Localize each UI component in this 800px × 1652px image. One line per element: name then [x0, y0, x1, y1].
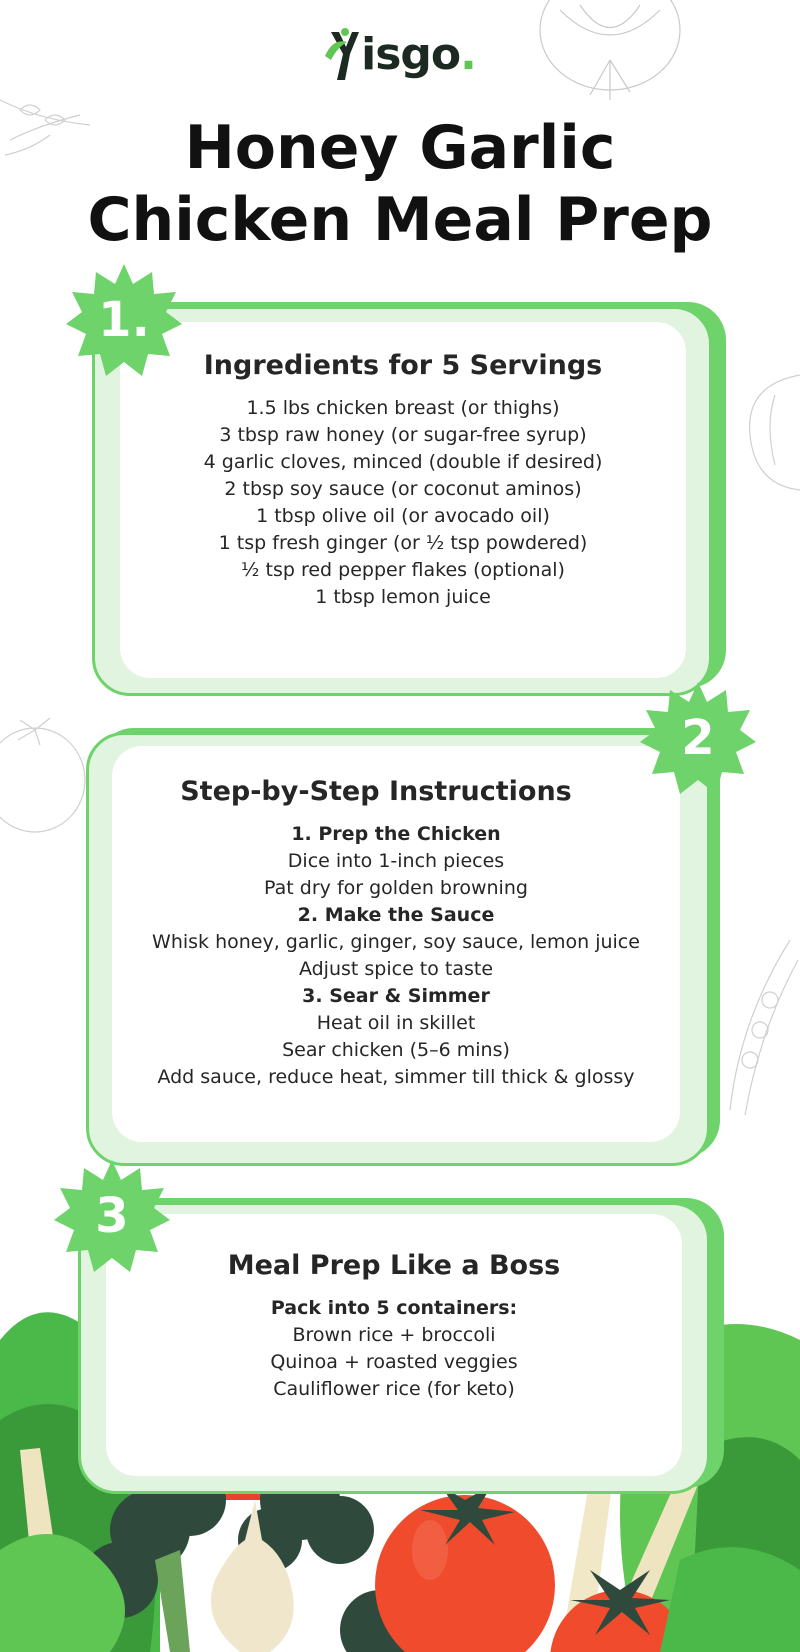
instructions-heading: Step-by-Step Instructions [180, 776, 572, 807]
page-title [0, 112, 800, 256]
step-line: Add sauce, reduce heat, simmer till thick & glossy [157, 1066, 635, 1088]
brand-name: isgo [361, 28, 461, 80]
ingredient-item: 1.5 lbs chicken breast (or thighs) [246, 397, 560, 419]
ingredients-content [120, 350, 686, 611]
meal-prep-heading: Meal Prep Like a Boss [227, 1250, 561, 1281]
step-badge-2 [640, 680, 756, 796]
ingredient-item: 1 tbsp lemon juice [315, 586, 491, 608]
ingredient-item: 1 tbsp olive oil (or avocado oil) [256, 505, 550, 527]
step-badge-number: 3 [95, 1188, 129, 1244]
step-line: Dice into 1-inch pieces [287, 850, 505, 872]
pepper-sketch-right [735, 365, 800, 495]
brand-logo [0, 22, 800, 86]
step-line: Sear chicken (5–6 mins) [282, 1039, 510, 1061]
step-badge-1 [66, 262, 182, 378]
ingredient-item: 3 tbsp raw honey (or sugar-free syrup) [219, 424, 587, 446]
step-title: 1. Prep the Chicken [291, 823, 501, 845]
pea-pod-sketch-right [720, 940, 800, 1120]
brand-dot: . [460, 28, 477, 80]
ingredients-heading: Ingredients for 5 Servings [203, 350, 603, 381]
step-title: 2. Make the Sauce [297, 904, 495, 926]
meal-prep-content [106, 1250, 682, 1403]
container-option: Brown rice + broccoli [292, 1324, 496, 1346]
step-line: Heat oil in skillet [316, 1012, 476, 1034]
ingredient-item: 2 tbsp soy sauce (or coconut aminos) [224, 478, 582, 500]
step-badge-3 [54, 1158, 170, 1274]
title-line-2: Chicken Meal Prep [87, 185, 713, 255]
instructions-content [112, 776, 680, 1091]
step-line: Whisk honey, garlic, ginger, soy sauce, lemon juice [152, 931, 640, 953]
leaf-y-icon [323, 26, 363, 82]
container-option: Cauliflower rice (for keto) [273, 1378, 515, 1400]
ingredient-item: 4 garlic cloves, minced (double if desired) [203, 451, 603, 473]
title-line-1: Honey Garlic [184, 113, 616, 183]
ingredient-item: 1 tsp fresh ginger (or ½ tsp powdered) [218, 532, 588, 554]
ingredient-item: ½ tsp red pepper flakes (optional) [241, 559, 565, 581]
meal-prep-subheading: Pack into 5 containers: [270, 1297, 518, 1319]
container-option: Quinoa + roasted veggies [270, 1351, 518, 1373]
step-badge-number: 1. [98, 292, 150, 348]
step-badge-number: 2 [681, 710, 715, 766]
step-title: 3. Sear & Simmer [302, 985, 490, 1007]
step-line: Adjust spice to taste [298, 958, 494, 980]
step-line: Pat dry for golden browning [264, 877, 528, 899]
tomato-sketch-left [0, 710, 90, 840]
